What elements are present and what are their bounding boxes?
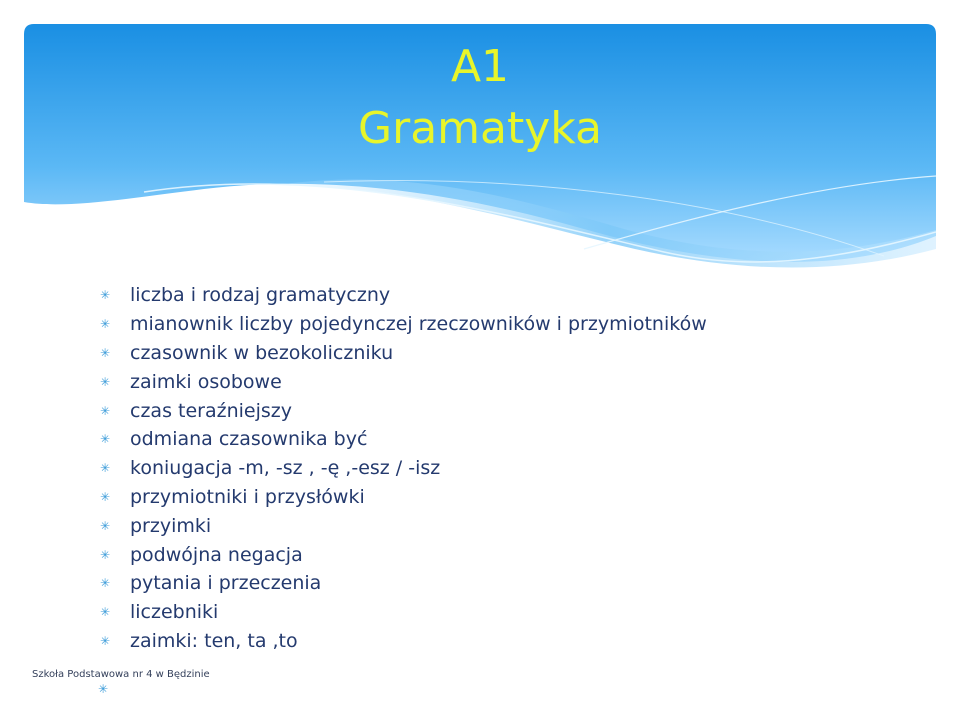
list-item-text: mianownik liczby pojedynczej rzeczowników i przymiotników — [130, 313, 707, 336]
list-item-text: zaimki: ten, ta ,to — [130, 629, 298, 652]
title-line-1: A1 — [450, 41, 510, 92]
asterisk-bullet-icon: ✳ — [100, 461, 111, 476]
list-item — [100, 483, 707, 512]
asterisk-bullet-icon: ✳ — [100, 633, 111, 648]
list-item — [100, 569, 707, 598]
list-item-text: pytania i przeczenia — [130, 572, 322, 595]
list-item — [100, 339, 707, 368]
asterisk-bullet-icon: ✳ — [100, 345, 111, 360]
list-item-text: zaimki osobowe — [130, 370, 282, 393]
title-line-2: Gramatyka — [358, 103, 602, 154]
asterisk-bullet-icon: ✳ — [100, 518, 111, 533]
list-item — [100, 425, 707, 454]
asterisk-bullet-icon: ✳ — [100, 576, 111, 591]
asterisk-bullet-icon: ✳ — [100, 288, 111, 303]
asterisk-bullet-icon: ✳ — [100, 432, 111, 447]
asterisk-bullet-icon: ✳ — [100, 317, 111, 332]
asterisk-bullet-icon: ✳ — [100, 605, 111, 620]
list-item — [100, 540, 707, 569]
footer-school-name: Szkoła Podstawowa nr 4 w Będzinie — [32, 669, 210, 680]
list-item-text: odmiana czasownika być — [130, 428, 368, 451]
list-item — [100, 454, 707, 483]
asterisk-bullet-icon: ✳ — [100, 489, 111, 504]
asterisk-bullet-icon: ✳ — [98, 682, 109, 696]
asterisk-bullet-icon: ✳ — [100, 547, 111, 562]
grammar-topic-list — [100, 281, 707, 655]
list-item-text: koniugacja -m, -sz , -ę ,-esz / -isz — [130, 457, 441, 480]
list-item-text: przyimki — [130, 514, 212, 537]
list-item-text: liczba i rodzaj gramatyczny — [130, 284, 391, 307]
list-item-text: podwójna negacja — [130, 543, 303, 566]
list-item — [100, 627, 707, 656]
list-item — [100, 367, 707, 396]
slide-title — [24, 36, 936, 160]
list-item — [100, 396, 707, 425]
list-item-text: czasownik w bezokoliczniku — [130, 341, 394, 364]
list-item — [100, 598, 707, 627]
list-item — [100, 281, 707, 310]
list-item — [100, 310, 707, 339]
list-item — [100, 511, 707, 540]
list-item-text: przymiotniki i przysłówki — [130, 485, 365, 508]
asterisk-bullet-icon: ✳ — [100, 403, 111, 418]
list-item-text: czas teraźniejszy — [130, 399, 292, 422]
list-item-text: liczebniki — [130, 601, 219, 624]
asterisk-bullet-icon: ✳ — [100, 374, 111, 389]
